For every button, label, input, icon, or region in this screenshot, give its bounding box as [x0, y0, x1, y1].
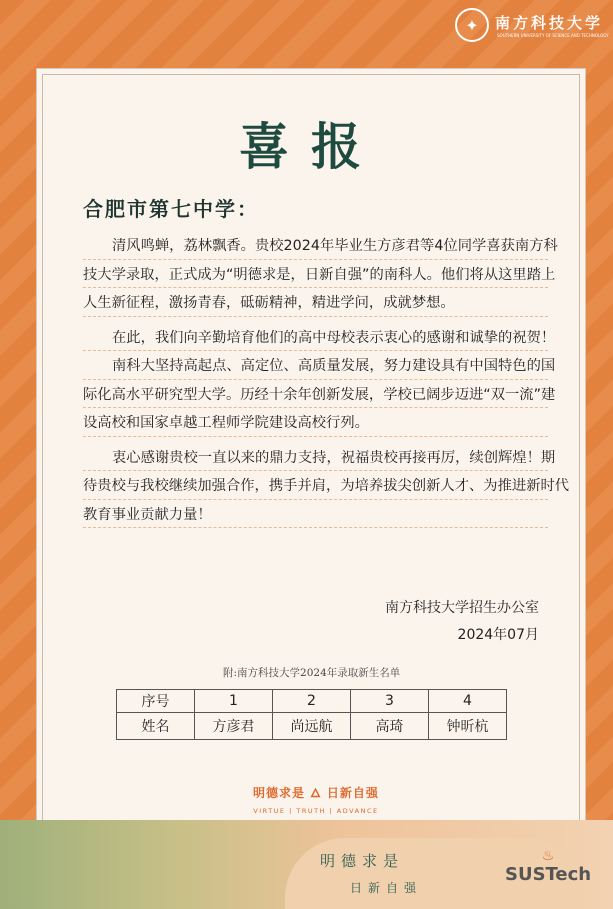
sustech-logo	[505, 848, 591, 885]
admission-table	[116, 689, 507, 740]
calligraphy-line: 明德求是	[320, 852, 405, 870]
torch-icon: ♨	[541, 848, 555, 864]
motto-left: 明德求是	[253, 786, 306, 800]
table-row	[117, 713, 507, 740]
table-cell: 1	[195, 690, 273, 713]
motto-right: 日新自强	[326, 786, 379, 800]
attachment-note: 附:南方科技大学2024年录取新生名单	[223, 667, 401, 679]
university-seal-icon: ✦	[455, 8, 489, 42]
calligraphy	[320, 850, 422, 896]
calligraphy-line: 日新自强	[350, 881, 423, 895]
body-line: 清风鸣蝉，荔林飘香。贵校2024年毕业生方彦君等4位同学喜获南方科	[83, 231, 548, 260]
body-line: 在此，我们向辛勤培育他们的高中母校表示衷心的感谢和诚挚的祝贺！	[83, 323, 548, 352]
university-logo	[455, 8, 609, 42]
greeting: 合肥市第七中学：	[83, 197, 259, 221]
table-cell: 4	[429, 690, 507, 713]
announcement-card	[42, 74, 580, 834]
motto	[253, 779, 379, 815]
table-cell: 高琦	[351, 713, 429, 740]
university-name-cn: 南方科技大学	[495, 14, 604, 32]
table-cell: 3	[351, 690, 429, 713]
letter-body	[83, 231, 570, 528]
body-line: 人生新征程，激扬青春，砥砺精神，精进学问，成就梦想。	[83, 288, 548, 317]
signature-date: 2024年07月	[457, 627, 539, 643]
body-line: 南科大坚持高起点、高定位、高质量发展，努力建设具有中国特色的国	[83, 351, 548, 380]
table-row	[117, 690, 507, 713]
signature-office: 南方科技大学招生办公室	[385, 600, 539, 616]
row-label: 序号	[117, 690, 195, 713]
table-cell: 钟昕杭	[429, 713, 507, 740]
body-line: 设高校和国家卓越工程师学院建设高校行列。	[83, 408, 548, 437]
torch-icon: 🜂	[310, 786, 322, 800]
brand-text: SUSTech	[505, 864, 592, 885]
body-line: 教育事业贡献力量！	[83, 500, 548, 529]
page-title: 喜报	[239, 117, 383, 176]
body-line: 际化高水平研究型大学。历经十余年创新发展，学校已阔步迈进“双一流”建	[83, 380, 548, 409]
body-line: 待贵校与我校继续加强合作，携手并肩，为培养拔尖创新人才、为推进新时代	[83, 471, 548, 500]
body-line: 衷心感谢贵校一直以来的鼎力支持，祝福贵校再接再厉，续创辉煌！期	[83, 443, 548, 472]
table-cell: 方彦君	[195, 713, 273, 740]
body-line: 技大学录取，正式成为“明德求是，日新自强”的南科人。他们将从这里踏上	[83, 260, 548, 289]
motto-en: VIRTUE | TRUTH | ADVANCE	[253, 807, 379, 815]
table-cell: 尚远航	[273, 713, 351, 740]
table-cell: 2	[273, 690, 351, 713]
row-label: 姓名	[117, 713, 195, 740]
university-name-en: SOUTHERN UNIVERSITY OF SCIENCE AND TECHNOLOGY	[497, 33, 609, 38]
